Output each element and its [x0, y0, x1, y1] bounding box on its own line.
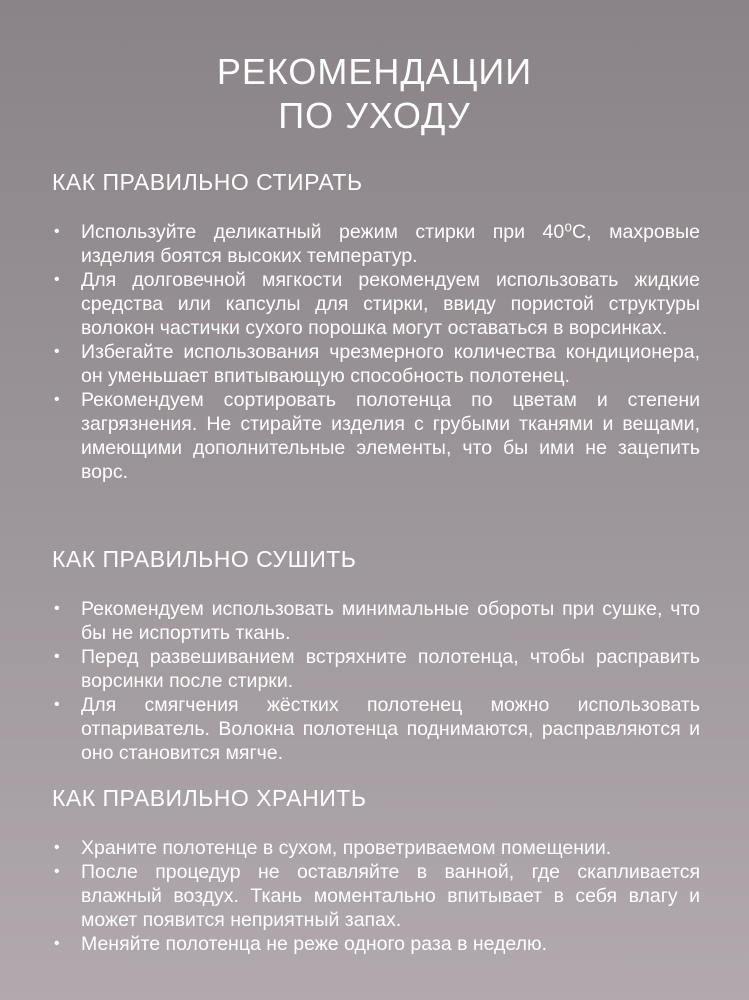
drying-list — [52, 597, 700, 765]
list-item-text: Меняйте полотенца не реже одного раза в неделю. — [81, 933, 548, 955]
list-item — [52, 836, 700, 860]
list-item — [52, 268, 700, 340]
storage-list — [52, 836, 700, 956]
drying-heading: КАК ПРАВИЛЬНО СУШИТЬ — [52, 546, 357, 572]
list-item — [52, 388, 700, 484]
list-item — [52, 340, 700, 388]
bullet-icon: • — [54, 343, 60, 360]
bullet-icon: • — [54, 223, 60, 240]
list-item — [52, 860, 700, 932]
list-item — [52, 693, 700, 765]
list-item-text: Используйте деликатный режим стирки при 40⁰С, махровые изделия боятся высоких температур. — [81, 221, 700, 267]
list-item-text: После процедур не оставляйте в ванной, где скапливается влажный воздух. Ткань моментально впитывает в себя влагу и может появится неприятный запах. — [81, 861, 700, 931]
storage-heading: КАК ПРАВИЛЬНО ХРАНИТЬ — [52, 785, 367, 811]
washing-section — [52, 168, 700, 484]
bullet-icon: • — [54, 935, 60, 952]
title-line-2: ПО УХОДУ — [278, 95, 471, 136]
title-line-1: РЕКОМЕНДАЦИИ — [216, 51, 533, 92]
list-item-text: Рекомендуем сортировать полотенца по цветам и степени загрязнения. Не стирайте изделия с грубыми тканями и вещами, имеющими дополнительные элементы, что бы ими не зацепить ворс. — [81, 389, 700, 483]
bullet-icon: • — [54, 863, 60, 880]
bullet-icon: • — [54, 696, 60, 713]
list-item-text: Перед развешиванием встряхните полотенца, чтобы расправить ворсинки после стирки. — [81, 646, 700, 692]
page-title — [0, 50, 749, 138]
drying-section — [52, 545, 700, 765]
bullet-icon: • — [54, 271, 60, 288]
list-item-text: Рекомендуем использовать минимальные обороты при сушке, что бы не испортить ткань. — [81, 598, 700, 644]
list-item — [52, 220, 700, 268]
washing-list — [52, 220, 700, 484]
list-item — [52, 597, 700, 645]
bullet-icon: • — [54, 600, 60, 617]
list-item — [52, 932, 700, 956]
list-item-text: Для долговечной мягкости рекомендуем использовать жидкие средства или капсулы для стирки, ввиду пористой структуры волокон частички сухого порошка могут оставаться в ворсинках. — [81, 269, 700, 339]
bullet-icon: • — [54, 839, 60, 856]
bullet-icon: • — [54, 391, 60, 408]
list-item — [52, 645, 700, 693]
bullet-icon: • — [54, 648, 60, 665]
washing-heading: КАК ПРАВИЛЬНО СТИРАТЬ — [52, 169, 363, 195]
list-item-text: Храните полотенце в сухом, проветриваемом помещении. — [81, 837, 612, 859]
storage-section — [52, 784, 700, 956]
list-item-text: Для смягчения жёстких полотенец можно использовать отпариватель. Волокна полотенца поднимаются, расправляются и оно становится мягче. — [81, 694, 700, 764]
list-item-text: Избегайте использования чрезмерного количества кондиционера, он уменьшает впитывающую способность полотенец. — [81, 341, 700, 387]
